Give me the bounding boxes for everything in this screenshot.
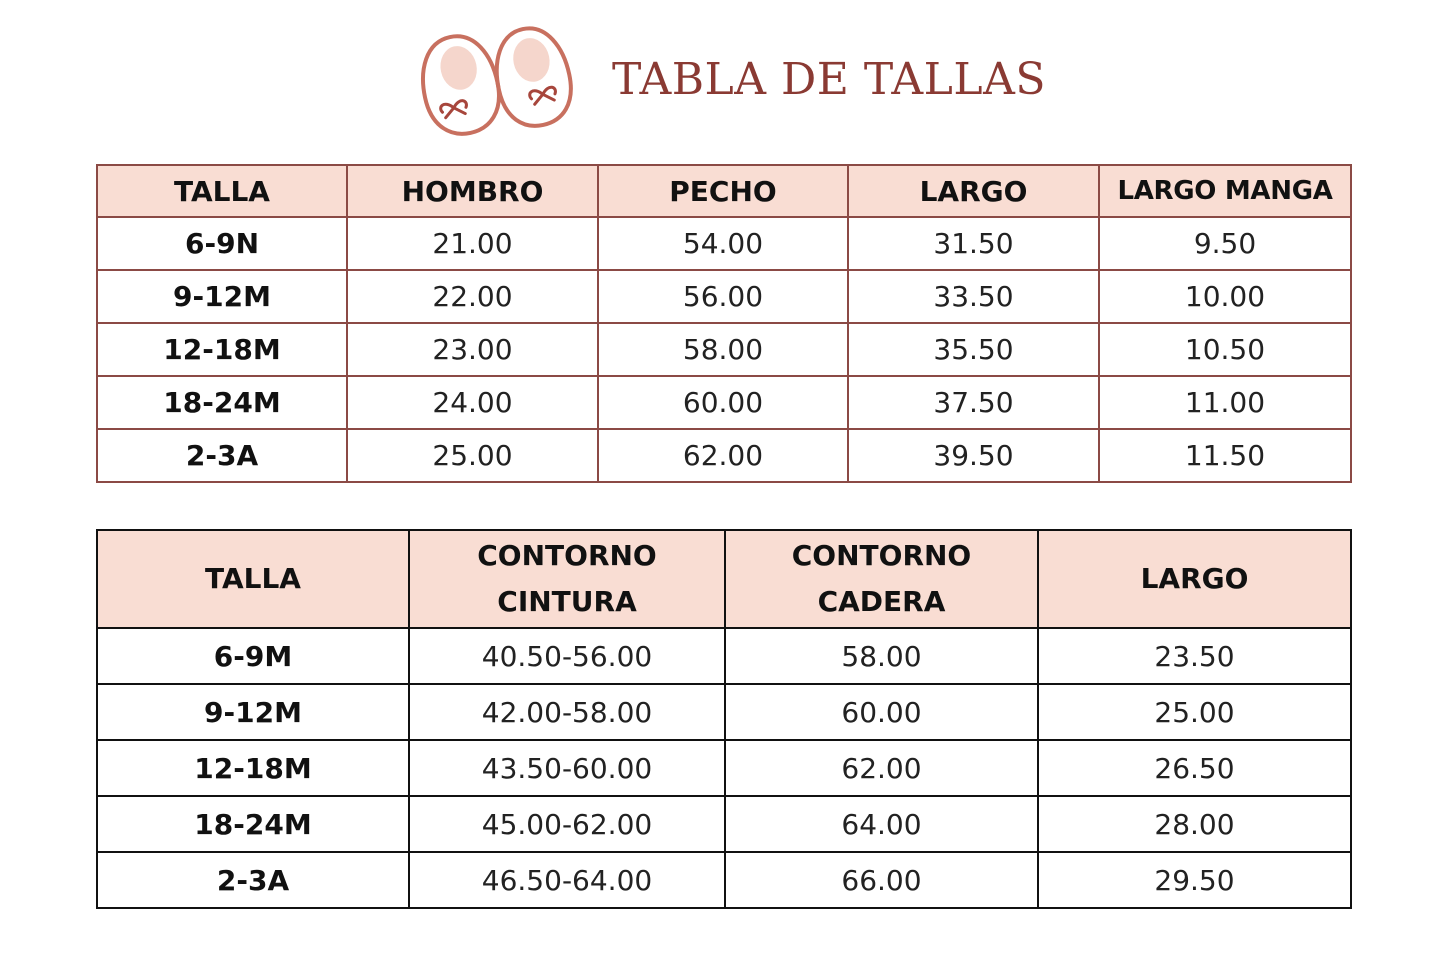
cell-value: 40.50-56.00 (409, 628, 725, 684)
cell-value: 62.00 (598, 429, 848, 482)
col-header-largo: LARGO (848, 165, 1099, 217)
col-header-talla: TALLA (97, 165, 347, 217)
table-row (97, 376, 1351, 429)
col-header-contorno-cintura: CONTORNO CINTURA (409, 530, 725, 628)
cell-size: 18-24M (97, 376, 347, 429)
cell-value: 42.00-58.00 (409, 684, 725, 740)
table-row (97, 852, 1351, 908)
table-row (97, 217, 1351, 270)
table-row (97, 323, 1351, 376)
table-row (97, 684, 1351, 740)
cell-value: 11.00 (1099, 376, 1351, 429)
cell-size: 18-24M (97, 796, 409, 852)
size-table-top (96, 164, 1352, 483)
cell-value: 24.00 (347, 376, 598, 429)
page-title: TABLA DE TALLAS (612, 54, 1046, 105)
cell-value: 26.50 (1038, 740, 1351, 796)
cell-value: 62.00 (725, 740, 1038, 796)
cell-value: 58.00 (598, 323, 848, 376)
cell-value: 33.50 (848, 270, 1099, 323)
cell-value: 58.00 (725, 628, 1038, 684)
cell-value: 60.00 (725, 684, 1038, 740)
baby-shoes-icon (415, 22, 580, 140)
table-row (97, 796, 1351, 852)
cell-size: 6-9N (97, 217, 347, 270)
table-row (97, 628, 1351, 684)
page-header (0, 0, 1445, 150)
cell-value: 43.50-60.00 (409, 740, 725, 796)
cell-value: 10.00 (1099, 270, 1351, 323)
cell-value: 28.00 (1038, 796, 1351, 852)
cell-value: 25.00 (347, 429, 598, 482)
cell-value: 22.00 (347, 270, 598, 323)
cell-size: 9-12M (97, 270, 347, 323)
cell-size: 12-18M (97, 740, 409, 796)
table-row (97, 740, 1351, 796)
cell-value: 23.00 (347, 323, 598, 376)
cell-value: 54.00 (598, 217, 848, 270)
cell-size: 2-3A (97, 429, 347, 482)
cell-value: 46.50-64.00 (409, 852, 725, 908)
cell-value: 11.50 (1099, 429, 1351, 482)
cell-size: 6-9M (97, 628, 409, 684)
cell-value: 9.50 (1099, 217, 1351, 270)
table-row (97, 429, 1351, 482)
cell-size: 12-18M (97, 323, 347, 376)
cell-value: 66.00 (725, 852, 1038, 908)
cell-size: 2-3A (97, 852, 409, 908)
cell-value: 35.50 (848, 323, 1099, 376)
col-header-largo: LARGO (1038, 530, 1351, 628)
cell-value: 23.50 (1038, 628, 1351, 684)
cell-value: 64.00 (725, 796, 1038, 852)
table-header-row (97, 165, 1351, 217)
col-header-pecho: PECHO (598, 165, 848, 217)
cell-value: 21.00 (347, 217, 598, 270)
cell-value: 25.00 (1038, 684, 1351, 740)
col-header-hombro: HOMBRO (347, 165, 598, 217)
cell-value: 45.00-62.00 (409, 796, 725, 852)
cell-value: 31.50 (848, 217, 1099, 270)
cell-value: 60.00 (598, 376, 848, 429)
col-header-talla: TALLA (97, 530, 409, 628)
size-table-bottom (96, 529, 1352, 909)
col-header-largo-manga: LARGO MANGA (1099, 165, 1351, 217)
table-row (97, 270, 1351, 323)
cell-size: 9-12M (97, 684, 409, 740)
cell-value: 39.50 (848, 429, 1099, 482)
table-header-row (97, 530, 1351, 628)
cell-value: 10.50 (1099, 323, 1351, 376)
cell-value: 29.50 (1038, 852, 1351, 908)
col-header-contorno-cadera: CONTORNO CADERA (725, 530, 1038, 628)
cell-value: 56.00 (598, 270, 848, 323)
cell-value: 37.50 (848, 376, 1099, 429)
